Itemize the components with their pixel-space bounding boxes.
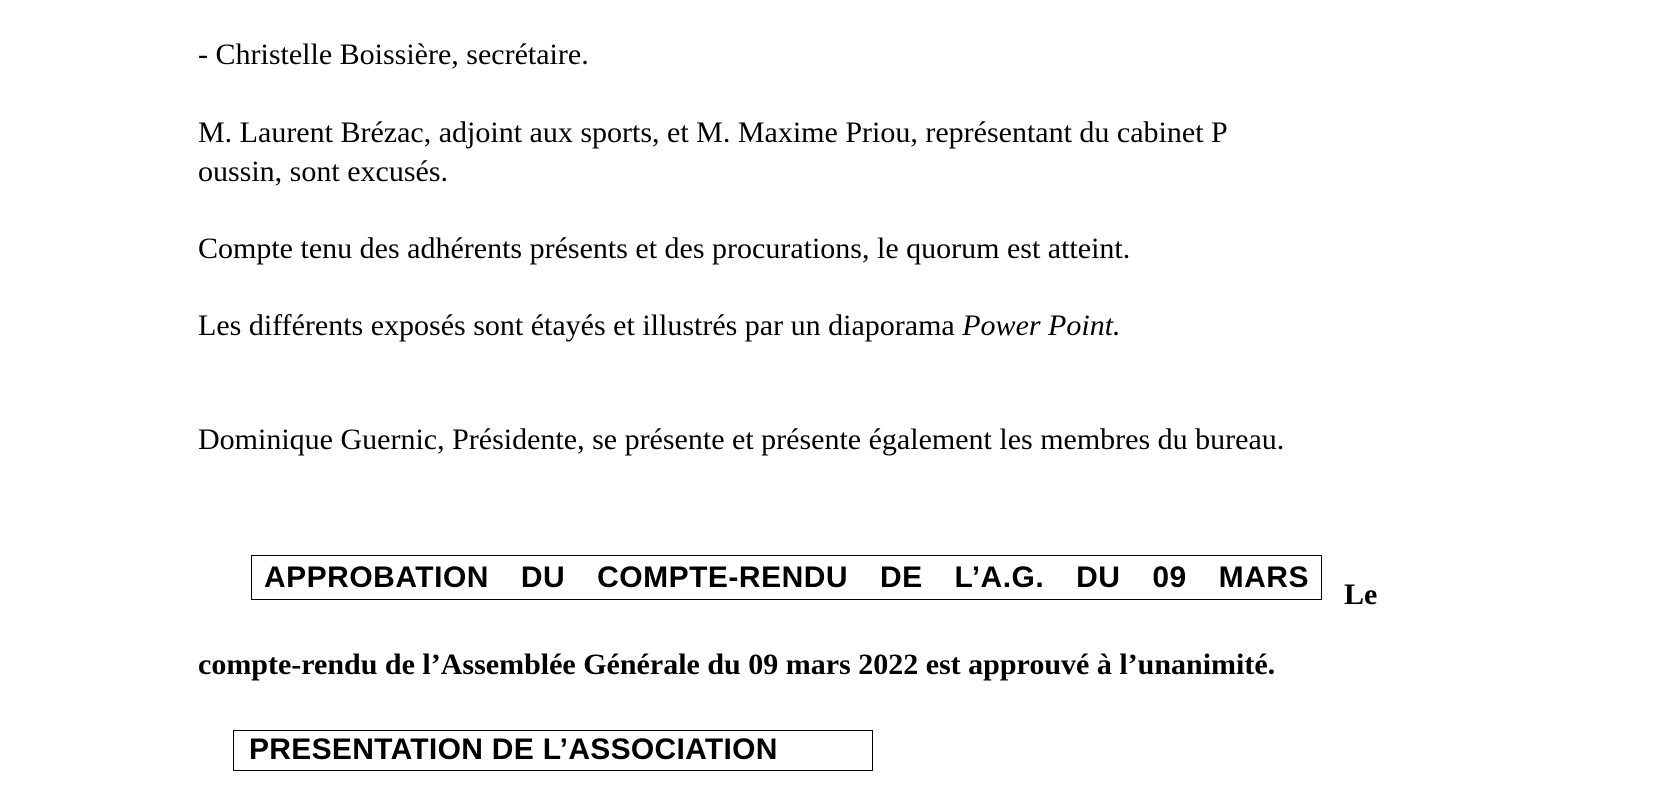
diaporama-paragraph bbox=[198, 307, 1121, 345]
quorum-paragraph: Compte tenu des adhérents présents et des procurations, le quorum est atteint. bbox=[198, 232, 1131, 265]
excused-line-2: oussin, sont excusés. bbox=[198, 155, 448, 188]
heading-presentation-box: PRESENTATION DE L’ASSOCIATION bbox=[233, 730, 873, 771]
heading-word: APPROBATION bbox=[264, 560, 489, 594]
diaporama-italic: Power Point. bbox=[962, 309, 1121, 342]
excused-line-1: M. Laurent Brézac, adjoint aux sports, et M. Maxime Priou, représentant du cabinet P bbox=[198, 116, 1228, 149]
heading-word: MARS bbox=[1218, 560, 1309, 594]
heading-word: DU bbox=[520, 560, 566, 594]
heading-word: DU bbox=[1076, 560, 1121, 594]
diaporama-text: Les différents exposés sont étayés et illustrés par un diaporama bbox=[198, 309, 963, 342]
secretary-line: - Christelle Boissière, secrétaire. bbox=[198, 38, 589, 71]
presidente-paragraph: Dominique Guernic, Présidente, se présente et présente également les membres du bureau. bbox=[198, 423, 1285, 456]
heading-word: DE bbox=[879, 560, 923, 594]
heading-approbation-box bbox=[251, 555, 1322, 600]
heading-word: 09 bbox=[1152, 560, 1187, 594]
heading-word: COMPTE-RENDU bbox=[597, 560, 849, 594]
heading-trailing-word: Le bbox=[1344, 578, 1378, 611]
approval-paragraph: compte-rendu de l’Assemblée Générale du 09 mars 2022 est approuvé à l’unanimité. bbox=[198, 648, 1276, 681]
heading-word: L’A.G. bbox=[954, 560, 1045, 594]
